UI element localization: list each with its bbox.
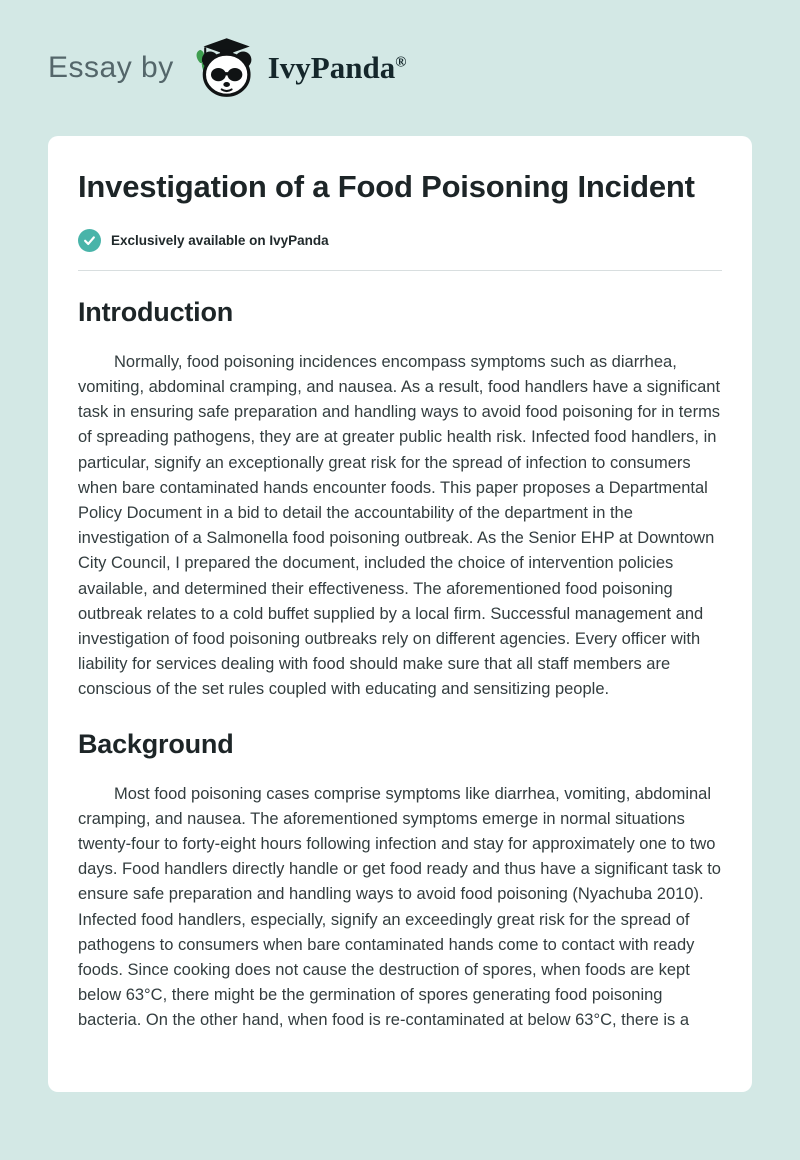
section-heading-introduction: Introduction	[78, 296, 234, 327]
brand-name	[268, 50, 407, 86]
page-header	[0, 0, 800, 136]
checkmark-icon	[78, 229, 101, 252]
essay-by-label: Essay by	[48, 51, 174, 84]
exclusive-badge-label: Exclusively available on IvyPanda	[111, 232, 329, 248]
introduction-paragraph: Normally, food poisoning incidences encompass symptoms such as diarrhea, vomiting, abdominal cramping, and nausea. As a result, food handlers have a significant task in ensuring safe preparation and handling ways to avoid food poisoning for in terms of spreading pathogens, they are at greater public health risk. Infected food handlers, in particular, signify an exceptionally great risk for the spread of infection to consumers when bare contaminated hands encounter foods. This paper proposes a Departmental Policy Document in a bid to detail the accountability of the department in the investigation of a Salmonella food poisoning outbreak. As the Senior EHP at Downtown City Council, I prepared the document, included the choice of intervention policies available, and determined their effectiveness. The aforementioned food poisoning outbreak relates to a cold buffet supplied by a local firm. Successful management and investigation of food poisoning outbreaks rely on different agencies. Every officer with liability for services dealing with food should make sure that all staff members are conscious of the set rules coupled with educating and sensitizing people.	[78, 352, 721, 699]
brand-wordmark: IvyPanda	[267, 50, 396, 85]
exclusive-badge	[78, 229, 722, 252]
registered-mark: ®	[395, 54, 407, 71]
page-title: Investigation of a Food Poisoning Incident	[78, 169, 695, 204]
essay-card	[48, 136, 752, 1092]
background-paragraph: Most food poisoning cases comprise symptoms like diarrhea, vomiting, abdominal cramping, and nausea. The aforementioned symptoms emerge in normal situations twenty-four to forty-eight hours following infection and stay for approximately one to two days. Food handlers directly handle or get food ready and thus have a significant task to ensure safe preparation and handling ways to avoid food poisoning (Nyachuba 2010). Infected food handlers, especially, signify an exceedingly great risk for the spread of pathogens to consumers when bare contaminated hands come to contact with ready foods. Since cooking does not cause the destruction of spores, when foods are kept below 63°C, there might be the germination of spores generating food poisoning bacteria. On the other hand, when food is re-contaminated at below 63°C, there is a	[78, 784, 721, 1030]
divider	[78, 270, 722, 271]
ivypanda-brand-logo[interactable]	[192, 38, 407, 98]
section-heading-background: Background	[78, 728, 234, 759]
panda-logo-icon	[192, 38, 258, 98]
